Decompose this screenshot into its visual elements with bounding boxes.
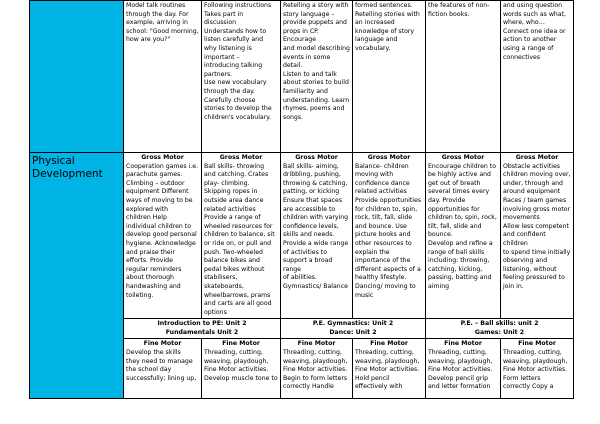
- cell-content: Threading, cutting, weaving, playdough, Fine Motor activities. Form letters correctly Copy a: [503, 349, 568, 391]
- gross-motor-heading: Gross Motor: [219, 154, 263, 161]
- cell-content: Threading, cutting, weaving, playdough, Fine Motor activities. Begin to form letters correctly Handle: [283, 349, 348, 391]
- cell-content: Threading, cutting, weaving, playdough, Fine Motor activities. Develop muscle tone to: [204, 349, 278, 382]
- curriculum-table: [29, 0, 574, 399]
- fine-motor-heading: Fine Motor: [222, 340, 260, 348]
- gross-motor-heading: Gross Motor: [141, 154, 184, 161]
- cell-content: formed sentences. Retelling stories with an increased knowledge of story language and vocabulary.: [355, 2, 420, 52]
- gross-motor-heading: Gross Motor: [441, 154, 485, 161]
- area-cell-physical-development: [30, 153, 124, 399]
- cell-content: the features of non- fiction books.: [428, 2, 490, 18]
- fine-motor-cell: [353, 339, 426, 399]
- fine-motor-heading: Fine Motor: [370, 340, 408, 348]
- cell-content: Threading, cutting, weaving, playdough, Fine Motor activities. Develop pencil grip and letter formation: [428, 349, 493, 391]
- cell-content: Develop the skills they need to manage the school day successfully; lining up,: [126, 349, 197, 382]
- fine-motor-cell: [426, 339, 501, 399]
- fine-motor-heading: Fine Motor: [444, 340, 482, 348]
- unit-subtitle: Fundamentals Unit 2: [165, 328, 239, 336]
- gross-motor-cell: [353, 153, 426, 319]
- cell-content: Ball skills- aiming, dribbling, pushing, throwing & catching, patting, or kicking Ensure that spaces are accessible to children with varying confidence levels, skills and needs. Provide a wide range of activities to support a broad range of abilities. Gymnastics/ Balance: [283, 162, 349, 290]
- gross-motor-cell: [124, 153, 202, 319]
- unit-subtitle: Games: Unit 2: [474, 328, 525, 336]
- cell-content: and using question words such as what, where, who… Connect one idea or action to another using a range of connectives: [503, 2, 566, 61]
- area-title: Physical Development: [32, 155, 103, 180]
- gross-motor-cell: [281, 153, 353, 319]
- cell-content: Encourage children to be highly active and get out of breath several times every day. Provide opportunities for children to, spin, rock, tilt, fall, slide and bounce. Develop and refine a range of ball skills including: throwing, catching, kicking, passing, batting and aiming: [428, 162, 497, 290]
- cell-content: Threading, cutting, weaving, playdough, Fine Motor activities. Hold pencil effectively with: [355, 349, 420, 391]
- cell-content: Retelling a story with story language – provide puppets and props in CP. Encourage and model describing events in some detail. Listen to and talk about stories to build familiarity and understanding. Learn rhymes, poems and songs.: [283, 2, 350, 121]
- communication-row: [30, 1, 574, 153]
- unit-cell: [426, 319, 574, 339]
- fine-motor-heading: Fine Motor: [518, 340, 556, 348]
- unit-title: Introduction to PE: Unit 2: [157, 320, 247, 328]
- fine-motor-heading: Fine Motor: [143, 340, 182, 348]
- fine-motor-cell: [124, 339, 202, 399]
- cell-text: [353, 1, 426, 153]
- gross-motor-cell: [426, 153, 501, 319]
- fine-motor-heading: Fine Motor: [297, 340, 336, 348]
- cell-content: Cooperation games i.e. parachute games. Climbing – outdoor equipment Different ways of moving to be explored with children Help individual children to develop good personal hygiene. Acknowledge and praise their efforts. Provide regular reminders about thorough handwashing and toileting.: [126, 162, 198, 299]
- unit-cell: [124, 319, 281, 339]
- unit-subtitle: Dance: Unit 2: [329, 328, 377, 336]
- cell-text: [426, 1, 501, 153]
- cell-content: Obstacle activities children moving over, under, through and around equipment Races / team games involving gross motor movements Allow less competent and confident children to spend time initially observing and listening, without feeling pressured to join in.: [503, 162, 571, 290]
- cell-content: Following instructions Takes part in discussion Understands how to listen carefully and why listening is important – introducing talking partners. Use new vocabulary through the day. Carefully choose stories to develop the children's vocabulary.: [204, 2, 272, 121]
- gross-motor-cell: [202, 153, 281, 319]
- cell-text: [202, 1, 281, 153]
- cell-text: [124, 1, 202, 153]
- gross-motor-heading: Gross Motor: [367, 154, 411, 161]
- cell-text: [281, 1, 353, 153]
- unit-title: P.E. – Ball skills: unit 2: [460, 320, 539, 328]
- gross-motor-heading: Gross Motor: [295, 154, 338, 161]
- gross-motor-cell: [501, 153, 574, 319]
- cell-content: Balance- children moving with confidence dance related activities Provide opportunities for children to, spin, rock, tilt, fall, slide and bounce. Use picture books and other resources to explain the importance of the different aspects of a healthy lifestyle. Dancing/ moving to music: [355, 162, 422, 299]
- fine-motor-cell: [501, 339, 574, 399]
- area-cell-previous: [30, 1, 124, 153]
- fine-motor-cell: [202, 339, 281, 399]
- fine-motor-cell: [281, 339, 353, 399]
- cell-content: Ball skills- throwing and catching. Crates play- climbing. Skipping ropes in outside area dance related activities Provide a range of wheeled resources for children to balance, sit or ride on, or pull and push. Two-wheeled balance bikes and pedal bikes without stabilisers, skateboards, wheelbarrows, prams and carts are all good options: [204, 162, 275, 316]
- unit-cell: [281, 319, 426, 339]
- gross-motor-row: [30, 153, 574, 319]
- cell-content: Model talk routines through the day. For example, arriving in school: "Good morning, how are you?": [126, 2, 199, 44]
- gross-motor-heading: Gross Motor: [515, 154, 559, 161]
- cell-text: [501, 1, 574, 153]
- unit-title: P.E. Gymnastics: Unit 2: [312, 320, 394, 328]
